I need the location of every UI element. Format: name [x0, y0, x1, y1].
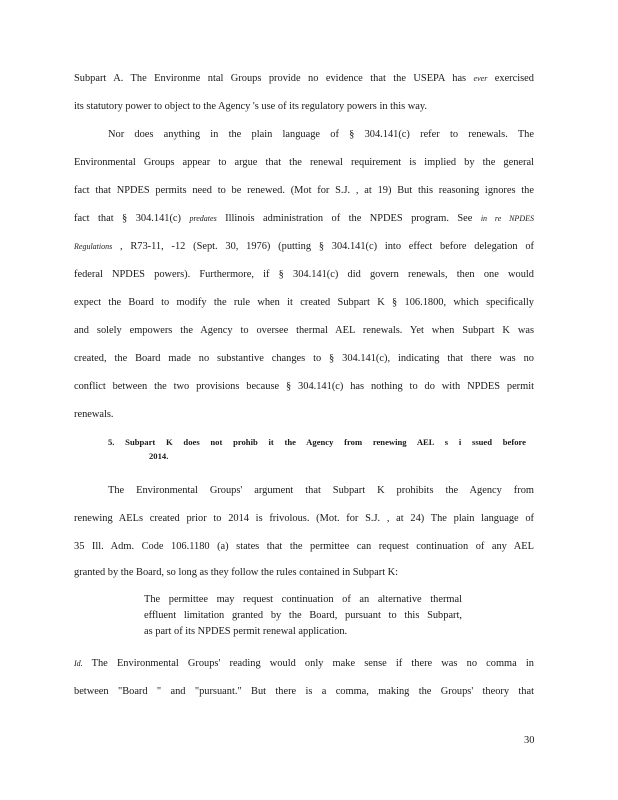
- body-line: Regulations , R73-11, -12 (Sept. 30, 1976) (putting § 304.141(c) into effect before delegation of: [74, 241, 534, 252]
- body-line: The Environmental Groups' argument that Subpart K prohibits the Agency from: [108, 485, 534, 496]
- block-quote-line: effluent limitation granted by the Board, pursuant to this Subpart,: [144, 610, 462, 621]
- body-line: renewing AELs created prior to 2014 is frivolous. (Mot. for S.J. , at 24) The plain language of: [74, 513, 534, 524]
- italic-emphasis: in re NPDES: [480, 214, 534, 223]
- italic-emphasis: Id.: [74, 659, 83, 668]
- body-line: fact that § 304.141(c) predates Illinois administration of the NPDES program. See in re NPDES: [74, 213, 534, 224]
- body-line: expect the Board to modify the rule when it created Subpart K § 106.1800, which specifically: [74, 297, 534, 308]
- body-line: its statutory power to object to the Agency 's use of its regulatory powers in this way.: [74, 101, 427, 112]
- body-line: Subpart A. The Environme ntal Groups provide no evidence that the USEPA has ever exercised: [74, 73, 534, 84]
- body-line: Environmental Groups appear to argue that the renewal requirement is implied by the general: [74, 157, 534, 168]
- body-line: between "Board " and "pursuant." But there is a comma, making the Groups' theory that: [74, 686, 534, 697]
- body-line: Id. The Environmental Groups' reading would only make sense if there was no comma in: [74, 658, 534, 669]
- section-heading-continued: 2014.: [149, 451, 169, 461]
- body-line: created, the Board made no substantive changes to § 304.141(c), indicating that there was no: [74, 353, 534, 364]
- italic-emphasis: Regulations: [74, 242, 113, 251]
- block-quote-line: The permittee may request continuation of an alternative thermal: [144, 594, 462, 605]
- italic-emphasis: ever: [473, 74, 488, 83]
- page-number: 30: [524, 735, 535, 746]
- block-quote-line: as part of its NPDES permit renewal application.: [144, 626, 348, 637]
- body-line: renewals.: [74, 409, 114, 420]
- body-line: 35 Ill. Adm. Code 106.1180 (a) states that the permittee can request continuation of any AEL: [74, 541, 534, 552]
- section-heading: 5. Subpart K does not prohib it the Agency from renewing AEL s i ssued before: [108, 437, 526, 447]
- body-line: fact that NPDES permits need to be renewed. (Mot for S.J. , at 19) But this reasoning ignores the: [74, 185, 534, 196]
- body-line: and solely empowers the Agency to oversee thermal AEL renewals. Yet when Subpart K was: [74, 325, 534, 336]
- italic-emphasis: predates: [189, 214, 217, 223]
- body-line: federal NPDES powers). Furthermore, if § 304.141(c) did govern renewals, then one would: [74, 269, 534, 280]
- body-line: conflict between the two provisions because § 304.141(c) has nothing to do with NPDES permit: [74, 381, 534, 392]
- body-line: granted by the Board, so long as they follow the rules contained in Subpart K:: [74, 567, 399, 578]
- body-line: Nor does anything in the plain language of § 304.141(c) refer to renewals. The: [108, 129, 534, 140]
